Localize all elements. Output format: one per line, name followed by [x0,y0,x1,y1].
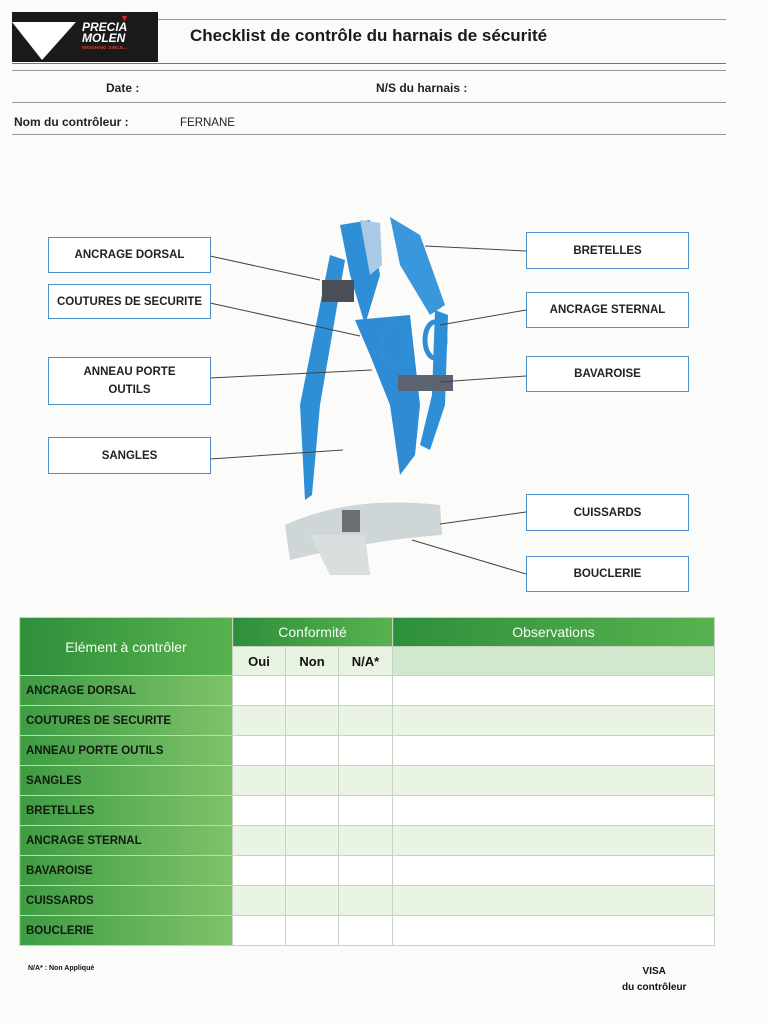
observation-cell[interactable] [393,676,715,706]
row-label: ANNEAU PORTE OUTILS [20,736,233,766]
oui-cell[interactable] [233,886,286,916]
non-cell[interactable] [286,826,339,856]
oui-cell[interactable] [233,856,286,886]
non-cell[interactable] [286,886,339,916]
header-element: Elément à contrôler [20,618,233,676]
oui-cell[interactable] [233,676,286,706]
controller-field[interactable]: FERNANE [180,117,235,129]
observation-cell[interactable] [393,856,715,886]
logo-text: PRECIA MOLEN [82,20,128,45]
na-cell[interactable] [339,706,393,736]
na-cell[interactable] [339,916,393,946]
table-row [20,796,715,826]
table-row [20,856,715,886]
checklist-table [19,617,715,946]
header-oui: Oui [233,647,286,676]
oui-cell[interactable] [233,706,286,736]
callout-cuissards: CUISSARDS [526,494,689,531]
na-cell[interactable] [339,736,393,766]
observation-cell[interactable] [393,736,715,766]
callout-bouclerie: BOUCLERIE [526,556,689,592]
callout-ancrage-sternal: ANCRAGE STERNAL [526,292,689,328]
visa-subtitle: du contrôleur [622,982,687,993]
table-row [20,706,715,736]
table-row [20,736,715,766]
non-cell[interactable] [286,676,339,706]
serial-label: N/S du harnais : [376,81,468,95]
na-cell[interactable] [339,826,393,856]
page-title: Checklist de contrôle du harnais de sécurité [190,26,548,45]
non-cell[interactable] [286,856,339,886]
na-cell[interactable] [339,766,393,796]
non-cell[interactable] [286,706,339,736]
row-label: BAVAROISE [20,856,233,886]
date-label: Date : [106,81,140,95]
table-row [20,676,715,706]
callout-coutures-securite: COUTURES DE SECURITE [48,284,211,319]
na-cell[interactable] [339,886,393,916]
non-cell[interactable] [286,796,339,826]
row-label: BOUCLERIE [20,916,233,946]
oui-cell[interactable] [233,826,286,856]
na-cell[interactable] [339,796,393,826]
visa-block [622,964,686,996]
table-row [20,826,715,856]
controller-label: Nom du contrôleur : [14,115,129,129]
callout-ancrage-dorsal: ANCRAGE DORSAL [48,237,211,273]
visa-title: VISA [642,966,666,977]
observation-cell[interactable] [393,706,715,736]
oui-cell[interactable] [233,796,286,826]
logo-star-icon: ▼ [120,13,129,23]
observation-cell[interactable] [393,886,715,916]
header-observations: Observations [393,618,715,647]
observation-cell[interactable] [393,916,715,946]
non-cell[interactable] [286,766,339,796]
oui-cell[interactable] [233,766,286,796]
observation-cell[interactable] [393,766,715,796]
header-na: N/A* [339,647,393,676]
row-label: BRETELLES [20,796,233,826]
row-label: ANCRAGE STERNAL [20,826,233,856]
table-row [20,916,715,946]
row-label: ANCRAGE DORSAL [20,676,233,706]
na-cell[interactable] [339,856,393,886]
non-cell[interactable] [286,916,339,946]
header-non: Non [286,647,339,676]
table-row [20,766,715,796]
observations-subheader [393,647,715,676]
callout-anneau-porte-outils: ANNEAU PORTE OUTILS [48,357,211,405]
observation-cell[interactable] [393,826,715,856]
row-label: COUTURES DE SECURITE [20,706,233,736]
callout-bretelles: BRETELLES [526,232,689,269]
table-row [20,886,715,916]
row-label: CUISSARDS [20,886,233,916]
footnote: N/A* : Non Appliqué [28,965,95,972]
logo-tagline: WEIGHING SINCE... [82,45,128,50]
callout-bavaroise: BAVAROISE [526,356,689,392]
oui-cell[interactable] [233,916,286,946]
non-cell[interactable] [286,736,339,766]
callout-sangles: SANGLES [48,437,211,474]
na-cell[interactable] [339,676,393,706]
header-conformity: Conformité [233,618,393,647]
observation-cell[interactable] [393,796,715,826]
oui-cell[interactable] [233,736,286,766]
row-label: SANGLES [20,766,233,796]
